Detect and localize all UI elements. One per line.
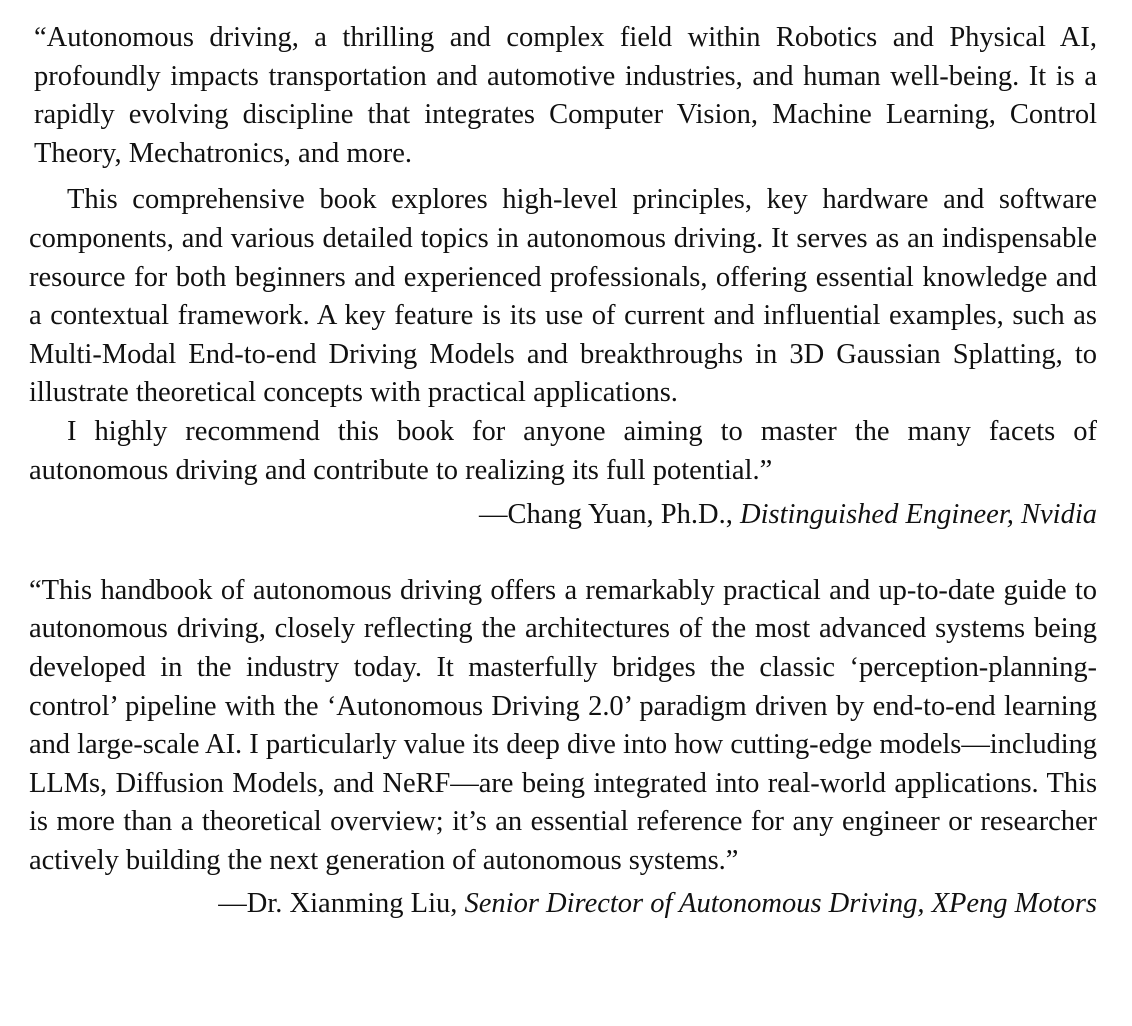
testimonial-attribution [29,496,1097,535]
testimonial-xianming-liu [29,572,1097,924]
testimonial-paragraph: I highly recommend this book for anyone aiming to master the many facets of autonomous driving and contribute to realizing its full potential.” [29,415,1097,486]
attribution-name: —Chang Yuan, Ph.D., [479,499,740,531]
testimonial-paragraph: “Autonomous driving, a thrilling and complex field within Robotics and Physical AI, profoundly impacts transportation and automotive industries, and human well-being. It is a rapidly evolving discipline that integrates Computer Vision, Machine Learning, Control Theory, Mechatronics, and more. [34,22,1097,169]
attribution-title: Senior Director of Autonomous Driving, XPeng Motors [464,888,1097,920]
testimonials-page [29,19,1097,924]
attribution-name: —Dr. Xianming Liu, [218,888,465,920]
attribution-title: Distinguished Engineer, Nvidia [739,499,1097,531]
testimonial-paragraph: “This handbook of autonomous driving offers a remarkably practical and up-to-date guide to autonomous driving, closely reflecting the architectures of the most advanced systems being developed in the industry today. It masterfully bridges the classic ‘perception-planning-control’ pipeline with the ‘Autonomous Driving 2.0’ paradigm driven by end-to-end learning and large-scale AI. I particularly value its deep dive into how cutting-edge models—including LLMs, Diffusion Models, and NeRF—​are being integrated into real-world applications. This is more than a theoretical overview; it’s an essential reference for any engineer or researcher actively building the next generation of autonomous systems.” [29,574,1097,876]
testimonial-paragraph: This comprehensive book explores high-level principles, key hardware and software components, and various detailed topics in autonomous driving. It serves as an indispensable resource for both beginners and experienced professionals, offering essential knowledge and a contextual framework. A key feature is its use of current and influential examples, such as Multi-Modal End-to-end Driving Models and breakthroughs in 3D Gaussian Splatting, to illustrate theoretical concepts with practical applications. [29,184,1097,409]
testimonial-chang-yuan [29,19,1097,535]
testimonial-attribution [29,885,1097,924]
